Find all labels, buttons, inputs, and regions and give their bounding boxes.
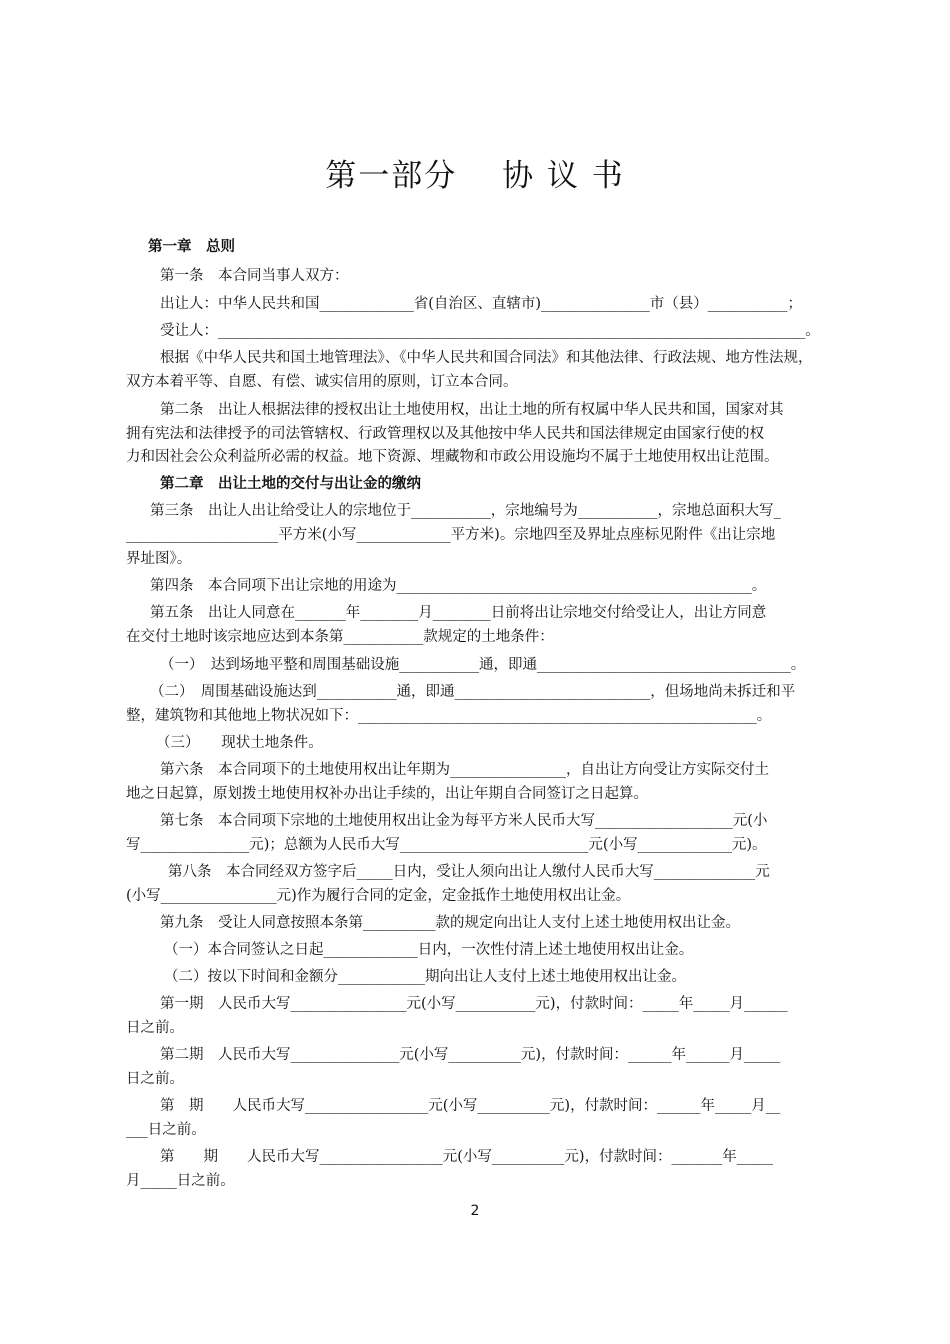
- body-line: (小写________________元)作为履行合同的定金，定金抵作土地使用权出让金。: [126, 888, 631, 904]
- payment-line: 第 期 人民币大写_________________元(小写__________元)，付款时间：_______年_____: [160, 1149, 774, 1165]
- clause-line: （二）按以下时间和金额分____________期向出让人支付上述土地使用权出让金。: [164, 969, 686, 985]
- body-line: 界址图》。: [126, 551, 192, 567]
- article-line: 第七条 本合同项下宗地的土地使用权出让金为每平方米人民币大写___________________元(小: [160, 813, 768, 829]
- clause-line: （二） 周围基础设施达到___________通，即通___________________________，但场地尚未拆迁和平: [150, 684, 796, 700]
- article-line: 第八条 本合同经双方签字后_____日内，受让人须向出让人缴付人民币大写______________元: [168, 864, 770, 880]
- body-line: 地之日起算，原划拨土地使用权补办出让手续的，出让年期自合同签订之日起算。: [126, 786, 648, 802]
- body-line: 出让人：中华人民共和国_____________省(自治区、直辖市)_______________市（县）___________；: [160, 296, 803, 312]
- body-line: 整，建筑物和其他地上物状况如下：_______________________________________________________。: [126, 708, 772, 724]
- body-line: 日之前。: [126, 1020, 184, 1036]
- body-line: 在交付土地时该宗地应达到本条第___________款规定的土地条件：: [126, 629, 554, 645]
- clause-line: （一）本合同签认之日起_____________日内，一次性付清上述土地使用权出让金。: [164, 942, 694, 958]
- payment-line: 第一期 人民币大写________________元(小写___________元)，付款时间：_____年_____月______: [160, 996, 788, 1012]
- article-line: 第五条 出让人同意在_______年________月________日前将出让宗地交付给受让人，出让方同意: [150, 605, 767, 621]
- body-line: 双方本着平等、自愿、有偿、诚实信用的原则，订立本合同。: [126, 374, 518, 390]
- body-line: 受让人：_________________________________________________________________________________。: [160, 323, 820, 339]
- article-line: 第一条 本合同当事人双方：: [160, 268, 349, 284]
- body-line: 拥有宪法和法律授予的司法管辖权、行政管理权以及其他按中华人民共和国法律规定由国家行使的权: [126, 426, 764, 442]
- article-line: 第六条 本合同项下的土地使用权出让年期为________________，自出让方向受让方实际交付土: [160, 762, 769, 778]
- article-line: 第九条 受让人同意按照本条第__________款的规定向出让人支付上述土地使用权出让金。: [160, 915, 740, 931]
- article-line: 第四条 本合同项下出让宗地的用途为_________________________________________________。: [150, 578, 767, 594]
- article-line: 第三条 出让人出让给受让人的宗地位于___________，宗地编号为___________，宗地总面积大写_: [150, 503, 781, 519]
- clause-line: （一） 达到场地平整和周围基础设施___________通，即通___________________________________。: [160, 657, 806, 673]
- chapter-heading: 第二章 出让土地的交付与出让金的缴纳: [160, 476, 421, 492]
- body-line: ___日之前。: [126, 1122, 206, 1138]
- payment-line: 第二期 人民币大写_______________元(小写__________元)，付款时间：______年______月_____: [160, 1047, 781, 1063]
- article-line: 第二条 出让人根据法律的授权出让土地使用权，出让土地的所有权属中华人民共和国，国家对其: [160, 402, 784, 418]
- clause-line: （三） 现状土地条件。: [156, 735, 323, 751]
- chapter-heading: 第一章 总则: [148, 239, 235, 255]
- body-line: _____________________平方米(小写_____________平方米)。宗地四至及界址点座标见附件《出让宗地: [126, 527, 776, 543]
- page-title: 第一部分 协 议 书: [325, 158, 625, 194]
- page-number: 2: [470, 1203, 480, 1219]
- body-line: 根据《中华人民共和国土地管理法》、《中华人民共和国合同法》和其他法律、行政法规、地方性法规，: [160, 350, 813, 366]
- payment-line: 第 期 人民币大写_________________元(小写__________元)，付款时间：______年_____月__: [160, 1098, 781, 1114]
- body-line: 写_______________元)；总额为人民币大写__________________________元(小写_____________元)。: [126, 837, 767, 853]
- body-line: 月_____日之前。: [126, 1173, 235, 1189]
- body-line: 日之前。: [126, 1071, 184, 1087]
- body-line: 力和因社会公众利益所必需的权益。地下资源、埋藏物和市政公用设施均不属于土地使用权出让范围。: [126, 449, 779, 465]
